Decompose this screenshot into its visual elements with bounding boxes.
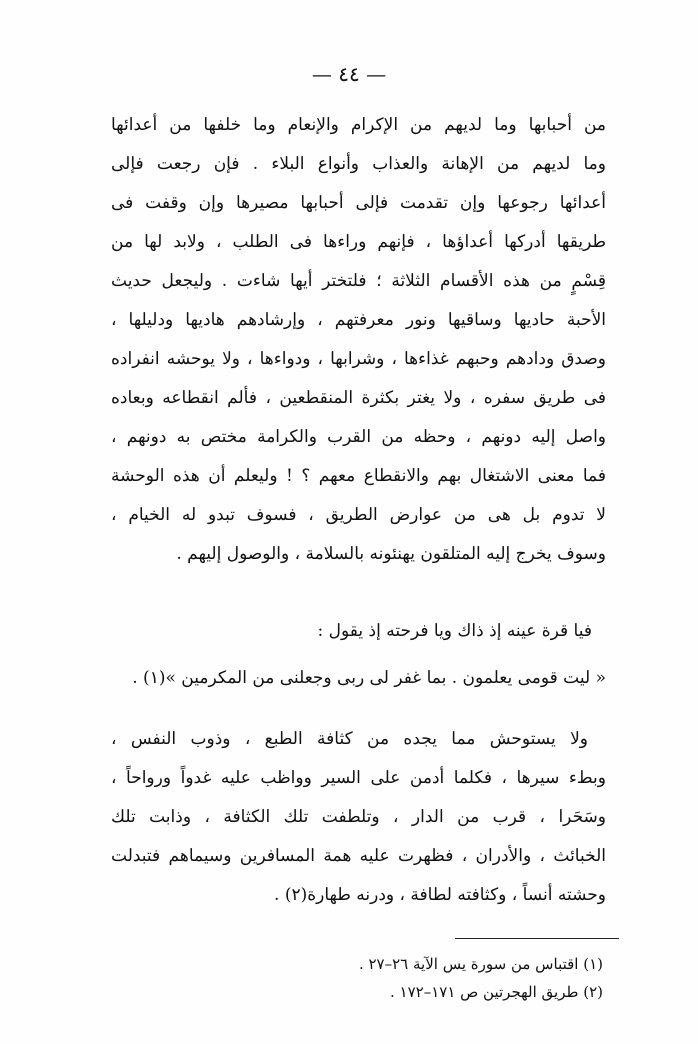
text-line: وما لديهم من الإهانة والعذاب وأنواع البلاء . فإن رجعت فإلى	[111, 154, 606, 174]
text-line: وسوف يخرج إليه المتلقون يهنئونه بالسلامة ، والوصول إليهم .	[176, 544, 606, 564]
text-line: الأحبة حاديها وساقيها ونور معرفتهم ، وإرشادهم هاديها ودليلها ،	[111, 310, 606, 330]
text-line: وحشته أنساً ، وكثافته لطافة ، ودرنه طهارة(٢) .	[274, 885, 606, 905]
quoted-verse	[111, 659, 606, 698]
text-line: فى طريق سفره ، ولا يغتر بكثرة المنقطعين ، فألم انقطاعه وبعاده	[111, 388, 606, 408]
text-line: ولا يستوحش مما يجده من كثافة الطبع ، وذوب النفس ،	[111, 729, 588, 749]
text-line: فما معنى الاشتغال بهم والانقطاع معهم ؟ ! وليعلم أن هذه الوحشة	[111, 466, 606, 486]
paragraph-2	[111, 612, 606, 651]
paragraph-4	[111, 720, 606, 915]
text-line: طريقها أدركها أعداؤها ، فإنهم وراءها فى الطلب ، ولابد لها من	[111, 232, 606, 252]
footnote-1: (١) اقتباس من سورة يس الآية ٢٦–٢٧ .	[358, 955, 603, 973]
text-line: فيا قرة عينه إذ ذاك ويا فرحته إذ يقول :	[317, 621, 592, 641]
text-line: أعدائها رجوعها وإن تقدمت فإلى أحبابها مصيرها وإن وقفت فى	[111, 193, 606, 213]
text-line: وسَحَرا ، قرب من الدار ، وتلطفت تلك الكثافة ، وذابت تلك	[111, 807, 606, 827]
text-line: واصل إليه دونهم ، وحظه من القرب والكرامة مختص به دونهم ،	[111, 427, 606, 447]
text-line: وصدق ودادهم وحبهم غذاءها ، وشرابها ، ودواءها ، ولا يوحشه انفراده	[111, 349, 606, 369]
text-line: « ليت قومى يعلمون . بما غفر لى ربى وجعلنى من المكرمين »(١) .	[132, 668, 606, 688]
footnote-divider	[455, 938, 619, 939]
text-line: الخبائث ، والأدران ، فظهرت عليه همة المسافرين وسيماهم فتبدلت	[111, 846, 606, 866]
footnote-2: (٢) طريق الهجرتين ص ١٧١–١٧٢ .	[389, 983, 603, 1001]
text-line: وبطء سيرها ، فكلما أدمن على السير وواظب عليه غدواً ورواحاً ،	[111, 768, 606, 788]
paragraph-1	[111, 106, 606, 574]
text-line: لا تدوم بل هى من عوارض الطريق ، فسوف تبدو له الخيام ،	[111, 505, 606, 525]
text-line: من أحبابها وما لديهم من الإكرام والإنعام وما خلفها من أعدائها	[111, 115, 606, 135]
text-line: قِسْمٍ من هذه الأقسام الثلاثة ؛ فلتختر أيها شاءت . وليجعل حديث	[111, 271, 606, 291]
footnotes	[303, 950, 603, 1006]
page-number: — ٤٤ —	[311, 62, 387, 86]
